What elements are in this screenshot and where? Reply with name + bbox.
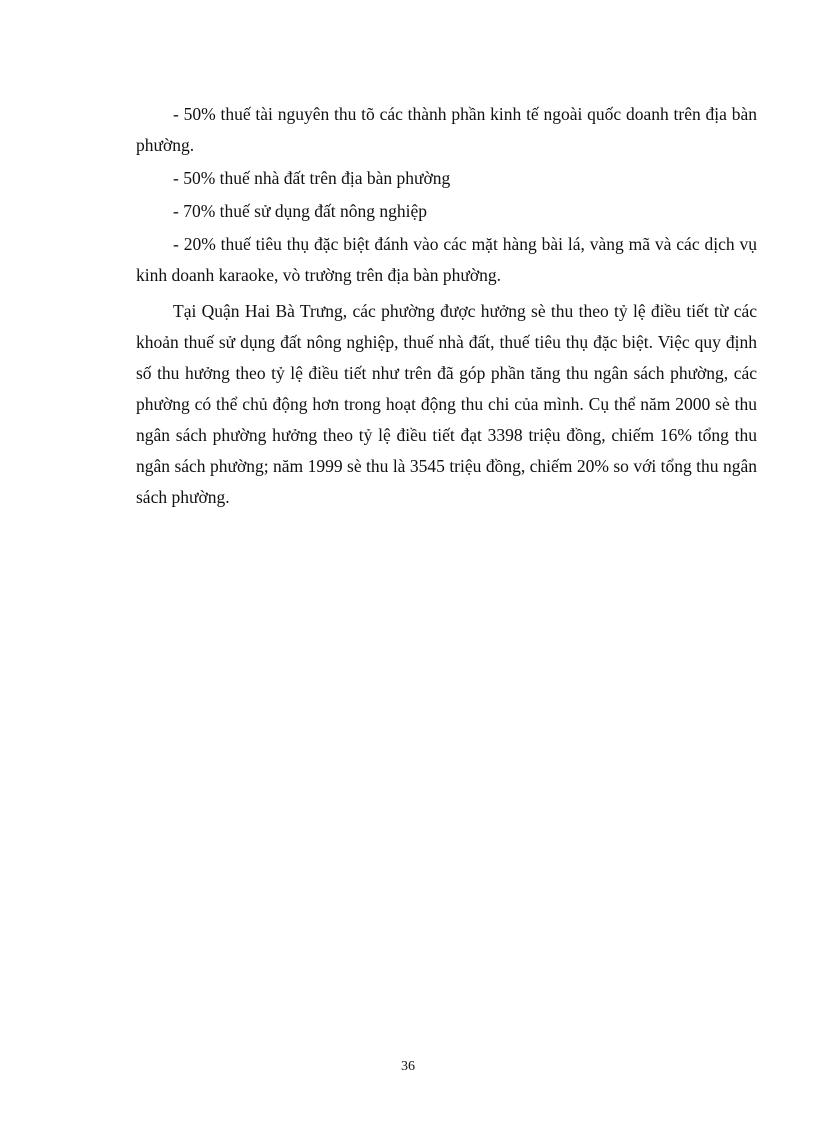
paragraph-bullet-agricultural-land-tax: - 70% thuế sử dụng đất nông nghiệp	[173, 201, 427, 221]
paragraph-bullet-resource-tax: - 50% thuế tài nguyên thu tõ các thành phần kinh tế ngoài quốc doanh trên địa bàn phường.	[136, 104, 757, 155]
paragraph-bullet-special-consumption-tax: - 20% thuế tiêu thụ đặc biệt đánh vào các mặt hàng bài lá, vàng mã và các dịch vụ kinh doanh karaoke, vò trường trên địa bàn phường.	[136, 234, 757, 285]
page-number: 36	[401, 1059, 415, 1074]
paragraph-bullet-land-house-tax: - 50% thuế nhà đất trên địa bàn phường	[173, 168, 451, 188]
document-body	[136, 99, 757, 515]
paragraph-district-summary: Tại Quận Hai Bà Trưng, các phường được hưởng sè thu theo tỷ lệ điều tiết từ các khoản thuế sử dụng đất nông nghiệp, thuế nhà đất, thuế tiêu thụ đặc biệt. Việc quy định số thu hưởng theo tỷ lệ điều tiết như trên đã góp phần tăng thu ngân sách phường, các phường có thể chủ động hơn trong hoạt động thu chi của mình. Cụ thể năm 2000 sè thu ngân sách phường hưởng theo tỷ lệ điều tiết đạt 3398 triệu đồng, chiếm 16% tổng thu ngân sách phường; năm 1999 sè thu là 3545 triệu đồng, chiếm 20% so với tổng thu ngân sách phường.	[136, 301, 757, 507]
